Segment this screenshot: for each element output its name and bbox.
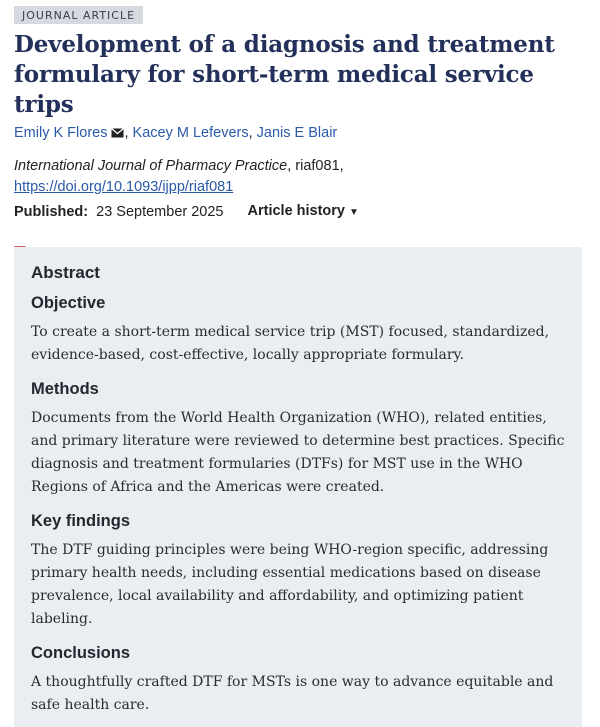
published-date: 23 September 2025 xyxy=(96,204,224,220)
article-history-label: Article history xyxy=(247,203,345,219)
author-link[interactable]: Emily K Flores xyxy=(14,125,108,141)
section-heading-objective: Objective xyxy=(31,294,106,312)
article-history-toggle[interactable] xyxy=(248,201,359,223)
chevron-down-icon: ▼ xyxy=(349,207,359,218)
section-text-objective: To create a short-term medical service trip (MST) focused, standardized, evidence-based, cost-effective, locally appropriate formulary. xyxy=(31,324,550,363)
abstract-heading: Abstract xyxy=(31,263,100,282)
journal-name[interactable]: International Journal of Pharmacy Practice xyxy=(14,158,288,174)
mail-icon[interactable] xyxy=(111,128,124,138)
section-heading-key-findings: Key findings xyxy=(31,512,131,530)
article-title: Development of a diagnosis and treatment formulary for short-term medical service trips xyxy=(14,31,555,118)
section-heading-conclusions: Conclusions xyxy=(31,644,131,662)
article-type-badge: JOURNAL ARTICLE xyxy=(14,6,143,24)
section-text-conclusions: A thoughtfully crafted DTF for MSTs is one way to advance equitable and safe health care. xyxy=(31,674,554,713)
journal-citation xyxy=(14,156,582,198)
article-id: , riaf081, xyxy=(287,158,344,174)
article-header xyxy=(14,6,582,278)
abstract-panel xyxy=(14,247,582,727)
author-link[interactable]: Janis E Blair xyxy=(256,125,338,141)
author-list xyxy=(14,123,582,143)
section-text-key-findings: The DTF guiding principles were being WHO-region specific, addressing primary health needs, including essential medications based on disease prevalence, local availability and affordability, and optimizing patient labeling. xyxy=(31,542,549,627)
author-separator: , xyxy=(248,125,257,141)
author-link[interactable]: Kacey M Lefevers xyxy=(132,125,249,141)
author-separator: , xyxy=(124,125,133,141)
doi-link[interactable]: https://doi.org/10.1093/ijpp/riaf081 xyxy=(14,179,234,195)
section-heading-methods: Methods xyxy=(31,380,99,398)
section-text-methods: Documents from the World Health Organization (WHO), related entities, and primary literature were reviewed to determine best practices. Specific diagnosis and treatment formularies (DTFs) for MST use in the WHO Regions of Africa and the Americas were created. xyxy=(31,410,565,495)
publication-row xyxy=(14,201,582,223)
published-label: Published: xyxy=(14,204,89,220)
